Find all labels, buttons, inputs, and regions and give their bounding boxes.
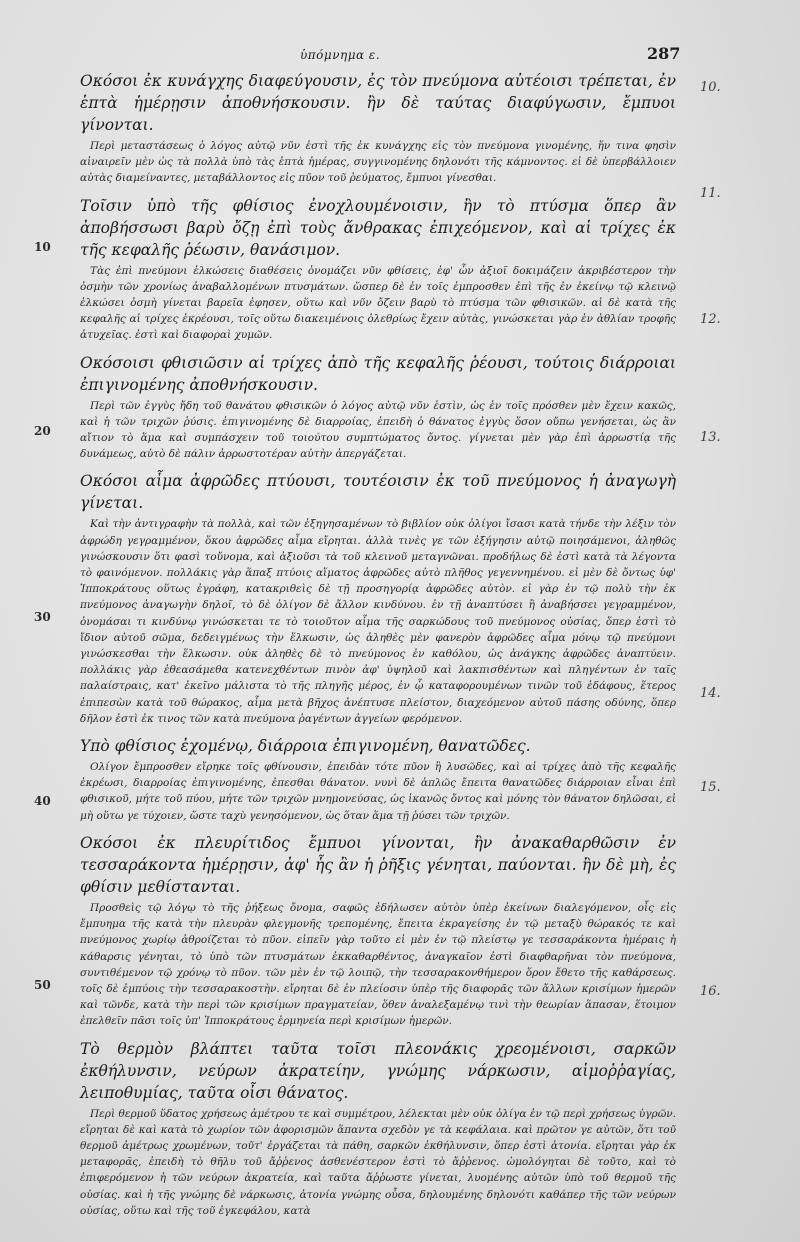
aphorism-entry — [80, 352, 676, 463]
aphorism-number: 13. — [700, 430, 721, 445]
commentary-text: Περὶ θερμοῦ ὕδατος χρήσεως ἀμέτρου τε καὶ συμμέτρου, λέλεκται μὲν οὐκ ὀλίγα ἐν τῷ περὶ χρήσεως ὑγρῶν. εἴρηται δὲ καὶ κατὰ τὸ χωρίον τῶν ἀφορισμῶν ἅπαντα σχεδὸν γε τὰ κεφάλαια. καὶ πρῶτον γε αὐτῶν, ὅτι τοῦ θερμοῦ ἀμέτρως χρωμένων, τοῦτ' ἐργάζεται τὰ πάθη, σαρκῶν ἐκθήλυνσιν, ὅπερ ἐστὶ ἀτονία. εἴρηται γὰρ ἐκ μεταφορᾶς, ἐπειδὴ τὸ θῆλυ τοῦ ἄῤῥενος ἀσθενέστερον ἐστὶ τὸ ἄῤῥενος. ὡμολόγηται δὲ τοῦτο, καὶ τὸ ἐπιφερόμενον ἡ τῶν νεύρων ἀκρατεία, καὶ ταῦτα ἄῤῥωστε γίνεται, λυομένης αὐτῶν ὑπὸ τοῦ θερμοῦ τῆς οὐσίας. καὶ ἡ τῆς γνώμης δὲ νάρκωσις, ἀτονία γνώμης οὖσα, δηλουμένης δηλονότι καθάπερ τῆς τῶν νεύρων οὐσίας, οὕτω καὶ τῆς τοῦ ἐγκεφάλου, κατὰ — [80, 1107, 676, 1217]
aphorism-text: Τοῖσιν ὑπὸ τῆς φθίσιος ἐνοχλουμένοισιν, ἢν τὸ πτύσμα ὅπερ ἂν ἀποβήσσωσι βαρὺ ὄζῃ ἐπὶ τοὺς ἄνθρακας ἐπιχεόμενον, καὶ αἱ τρίχες ἐκ τῆς κεφαλῆς ῥέωσιν, θανάσιμον. — [80, 196, 676, 259]
aphorism-entry — [80, 70, 676, 187]
aphorism-text: Υπὸ φθίσιος ἐχομένῳ, διάρροια ἐπιγινομένη, θανατῶδες. — [80, 737, 531, 756]
aphorism-entry — [80, 735, 676, 824]
margin-line-number: 40 — [34, 794, 51, 808]
page-number: 287 — [647, 44, 681, 63]
aphorism-number: 14. — [700, 686, 721, 701]
commentary-text: Προσθεὶς τῷ λόγῳ τὸ τῆς ῥήξεως ὄνομα, σαφῶς ἐδήλωσεν αὐτὸν ὑπὲρ ἐκείνων διαλεγόμενον, οἷς εἰς ἔμπυημα τῆς κατὰ τὴν πλευρὰν φλεγμονῆς τρεπομένης, ἔπειτα ἐκραγείσης ἐν τῷ μεταξὺ θώρακός τε καὶ πνεύμονος χωρίῳ ἀθροίζεται τὸ πῦον. εἰπεῖν γὰρ τοῦτο εἰ μὲν ἐν τῷ πλείστῳ γε τεσσαράκοντα ἡμέραις ἡ κάθαρσις γένηται, τὸ ὑπὸ τῶν πτυσμάτων ἐκκαθαρθέντος, ἀναγκαῖον ἐστὶ διαφθαρῆναι τὸν πνεύμονα, συντιθέμενον τῷ χρόνῳ τὸ πῦον. τῶν μὲν ἐν τῷ λοιπῷ, τὴν τεσσαρακονθήμερον ὅρον ἔθετο τῆς καθάρσεως. τοῖς δὲ ἐμπύοις τὴν τεσσαρακοστὴν. εἴρηται δὲ ἐν πλείοσιν ὑπὲρ τῆς διαφορᾶς τῶν ἄλλων κρισίμων ἡμερῶν καὶ τῶνδε, κατὰ τὴν περὶ τῶν κρισίμων πραγματείαν, ὅθεν ἀναλεξαμένῳ τινὶ τὴν θεωρίαν ἅπασαν, ἕτοιμον ἐπελθεῖν πᾶσι τοῖς ὑπ' Ἱπποκράτους ἑρμηνεία περὶ κρισίμων ἡμερῶν. — [80, 901, 676, 1028]
margin-line-number: 10 — [34, 240, 51, 254]
aphorism-text: Οκόσοι ἐκ κυνάγχης διαφεύγουσιν, ἐς τὸν πνεύμονα αὐτέοισι τρέπεται, ἐν ἑπτὰ ἡμέρῃσιν ἀποθνήσκουσιν. ἢν δὲ ταύτας διαφύγωσιν, ἔμπυοι γίνονται. — [80, 72, 676, 134]
aphorism-number: 16. — [700, 984, 721, 999]
margin-line-number: 20 — [34, 424, 51, 438]
aphorism-text: Οκόσοι ἐκ πλευρίτιδος ἔμπυοι γίνονται, ἢν ἀνακαθαρθῶσιν ἐν τεσσαράκοντα ἡμέρῃσιν, ἀφ' ἧς ἂν ἡ ῥῆξις γένηται, παύονται. ἢν δὲ μὴ, ἐς φθίσιν μεθίστανται. — [80, 833, 676, 896]
aphorism-number: 10. — [700, 80, 721, 95]
commentary-text: Ολίγον ἔμπροσθεν εἴρηκε τοῖς φθίνουσιν, ἐπειδὰν τότε πῦον ἢ λυσῶδες, καὶ αἱ τρίχες ἀπὸ τῆς κεφαλῆς ἐκρέωσι, διαρροίας ἐπιγινομένης, ἐπεσθαι θάνατον. νυνὶ δὲ ἁπλῶς ἔπειτα θανατῶδες διάρροιαν εἶναι ἐπὶ φθισικοῦ, μήτε τοῦ πύου, μήτε τῶν τριχῶν μνημονεύσας, ὡς ἱκανῶς ὄντος καὶ μόνης τὸν θάνατον δηλῶσαι, εἰ μὴ οὕτω γε τύχοιεν, ὥστε ταχὺ γενησόμενον, ὡς ὅταν ἅμα τῇ ῥύσει τῶν τριχῶν. — [80, 761, 676, 822]
running-head: ὑπόμνημα ε. — [300, 48, 381, 62]
aphorism-entry — [80, 1038, 676, 1219]
aphorism-number: 11. — [700, 186, 721, 201]
commentary-text: Περὶ μεταστάσεως ὁ λόγος αὐτῷ νῦν ἐστὶ τῆς ἐκ κυνάγχης εἰς τὸν πνεύμονα γινομένης, ἥν τινα φησὶν αἰναιρεῖν μὲν ὡς τὰ πολλὰ ὑπὸ τὰς ἑπτὰ ἡμέρας, συγγινομένης δηλονότι τῆς κάμνοντος. εἰ δὲ ὑπερβάλλοιεν αὐτὰς διαμείναντες, μεταβάλλοντος εἰς πῦον τοῦ ῥεύματος, ἔμπυοι γίνεσθαι. — [80, 140, 676, 185]
page-header — [0, 44, 800, 68]
commentary-text: Τὰς ἐπὶ πνεύμονι ἑλκώσεις διαθέσεις ὀνομάζει νῦν φθίσεις, ἐφ' ὧν ἀξιοῖ δοκιμάζειν ἀκριβέστερον τὴν ὀσμὴν τῶν χρονίως ἀναβαλλομένων πτυσμάτων. ὥσπερ δὲ ἐν τοῖς ἐμπροσθεν ἐπὶ τῆς ἐν ἐκείνῳ τῷ κλεινῷ ἐλκώσει ὀσμὴ γίνεται βαρεῖα ἐφησεν, οὕτω καὶ νῦν ὄζειν βαρὺ τὸ πτύσμα τῶν φθισικῶν. αἱ δὲ κατὰ τῆς κεφαλῆς αἱ τρίχες ἐκρέουσι, τοῖς οὕτω διακειμένοις ὀλεθρίως ἔχειν αὐτὰς, γινώσκεται γὰρ ἐν ἀθλίαν τροφῆς ἀτυχεῖας. ἐστὶ καὶ διαφοραὶ χυμῶν. — [80, 264, 676, 342]
commentary-text: Περὶ τῶν ἐγγὺς ἤδη τοῦ θανάτου φθισικῶν ὁ λόγος αὐτῷ νῦν ἐστὶν, ὡς ἐν τοῖς πρόσθεν μὲν ἔχειν κακῶς, καὶ ἡ τῶν τριχῶν ῥύσις. ἐπιγινομένης δὲ διαρροίας, ἐπειδὴ ὁ θάνατος ἐγγὺς ὅσον οὔπω γενήσεται, ὡς ἂν αἴτιον τὸ ἅμα καὶ συμπάσχειν τοῦ τοιούτου συμπτώματος ὄντος. γίγνεται μὲν γὰρ ἐπὶ ἀρρωστίᾳ τῆς δυνάμεως, αὐτὸ δὲ πάλιν ἀρρωστοτέραν αὐτὴν ἀπεργάζεται. — [80, 399, 676, 461]
aphorism-text: Οκόσοι αἷμα ἀφρῶδες πτύουσι, τουτέοισιν ἐκ τοῦ πνεύμονος ἡ ἀναγωγὴ γίνεται. — [80, 472, 676, 513]
aphorism-entry — [80, 195, 676, 344]
aphorism-entry — [80, 832, 676, 1030]
aphorism-number: 15. — [700, 780, 721, 795]
page-body — [80, 70, 676, 1227]
margin-line-number: 50 — [34, 978, 51, 992]
aphorism-text: Τὸ θερμὸν βλάπτει ταῦτα τοῖσι πλεονάκις χρεομένοισι, σαρκῶν ἐκθήλυνσιν, νεύρων ἀκρατείην, γνώμης νάρκωσιν, αἱμοῤῥαγίας, λειποθυμίας, ταῦτα οἷσι θάνατος. — [80, 1039, 676, 1102]
aphorism-text: Οκόσοισι φθισιῶσιν αἱ τρίχες ἀπὸ τῆς κεφαλῆς ῥέουσι, τούτοις διάρροιαι ἐπιγινομένης ἀποθνήσκουσιν. — [80, 353, 676, 394]
commentary-text: Καὶ τὴν ἀντιγραφὴν τὰ πολλὰ, καὶ τῶν ἐξηγησαμένων τὸ βιβλίον οὐκ ὀλίγοι ἴσασι κατὰ τήνδε τὴν λέξιν τὸν ἀφρώδη γεγραμμένον, ὅκου ἀφρῶδες αἷμα εἴρηται. ἀλλὰ τινὲς γε τῶν ἐξήγησιν αὐτῷ ποιησάμενοι, ἀληθῶς γινώσκουσιν ὅτι φασὶ τοὔνομα, καὶ ἀξιοῦσι τὰ τοῦ κλεινοῦ μεταγνῶναι. προδήλως δὲ ἐστὶ κατὰ τὰ λέγοντα τὸ φαινόμενον. πολλάκις γὰρ ἅπαξ πτύοις αἵματος ἀφρῶδες αὐτὸ πλῆθος γεγεννημένου. εἰ μὲν δὲ ὄντως ὑφ' Ἱπποκράτους οὕτως ἐγράφη, κατακριθεὶς δὲ τῇ προσηγορίᾳ ἀφρῶδες αὐτὸν. εἰ γὰρ ἐν τῷ πολὺ τὴν ἐκ πνεύμονος ἀναγωγὴν δηλοῖ, τὸ δὲ ὀλίγον δὲ ἄλλον κινδύνου. ἐν τῇ ἀναπτύσει ἢ ἀναβήσσει γεγραμμένον, ὀνομάσαι τι κινδύνῳ γινώσκεται τε τὸ τοιοῦτον αἷμα τῆς σαρκώδους τοῦ πνεύμονος οὐσίας, ὅπερ ἐστὶ τὸ ἴδιον αὐτοῦ σῶμα, δεδειγμένως τὴν ἕλκωσιν, ὡς ἀληθὲς μὲν φανερὸν ἀφρῶδες αἷμα μόνῳ τῷ πνεύμονι γινώσκεσθαι τὴν ἕλκωσιν. οὐκ ἀληθὲς δὲ τὸ πνεύμονος ἐν καθόλου, ὡς ἀνάγκης ἀφρῶδες ἀναπτύειν. πολλάκις γὰρ ἐθεασάμεθα κατενεχθέντων πινὸν ἀφ' ὑψηλοῦ καὶ λακπισθέντων καὶ πληγέντων ἐν ταῖς παλαίστραις, κατ' ἐκεῖνο μάλιστα τὸ τῆς πληγῆς μέρος, ἐν ᾧ καταφορουμένων τινῶν τοῦ ἐδάφους, ἕτερος ἐπιπεσὼν κατὰ τοῦ θώρακος, αἷμα μετὰ βῆχος ἀνέπτυσε πλείστον, διαχεόμενον αὐτοῦ πάσης οδύνης, ὅπερ δῆλον ἐστὶ ἐκ τινος τῶν κατὰ πνεύμονα ῥαγέντων ἀγγείων φερόμενον. — [80, 518, 676, 725]
margin-line-number: 30 — [34, 610, 51, 624]
aphorism-entry — [80, 470, 676, 727]
aphorism-number: 12. — [700, 312, 721, 327]
